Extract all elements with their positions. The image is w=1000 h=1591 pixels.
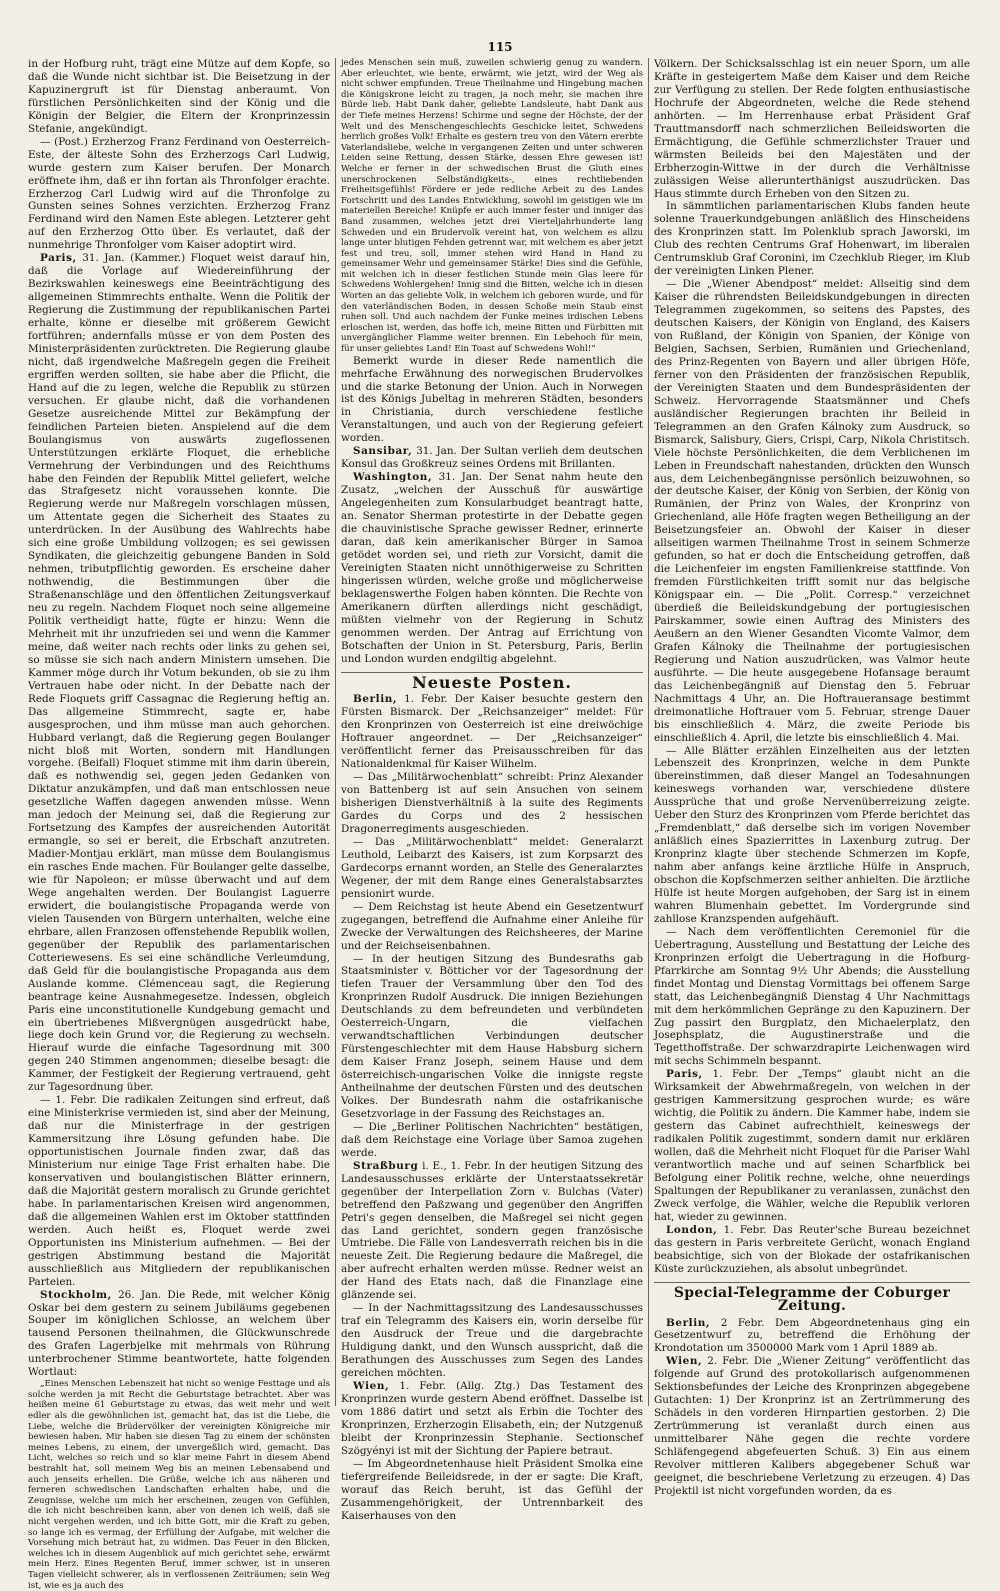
dispatch-text: 31. Jan. Der Sultan verlieh dem deutschen Konsul das Großkreuz seines Ordens mit Brillanten. [341,445,643,471]
dateline-place: Paris, [666,1068,703,1081]
dispatch-berlin [654,1317,970,1356]
dispatch-wien [341,1380,643,1458]
dispatch-paris [28,252,330,1094]
dispatch-sansibar [341,445,643,471]
dispatch-text: 26. Jan. Die Rede, mit welcher König Oskar bei dem gestern zu seinem Jubiläums gegebenen Souper im königlichen Schlosse, an welchem über tausend Personen theilnahmen, die Glückwunschrede des Grafen Lagerbjelke mit mehrmals von Rührung unterbrochener Stimme beantwortete, hatte folgenden Wortlaut: [28,1288,331,1379]
dateline-place: Straßburg [353,1159,419,1172]
dispatch-text: 2 Febr. Dem Abgeordnetenhaus ging ein Gesetzentwurf zu, betreffend die Erhöhung der Krondotation um 3500000 Mark vom 1 April 1889 ab. [654,1316,970,1355]
article-paragraph: in der Hofburg ruht, trägt eine Mütze auf dem Kopfe, so daß die Wunde nicht sichtbar ist. Die Beisetzung in der Kapuzinergruft ist für Dienstag anberaumt. Von fürstlichen Persönlichkeiten sind der König und die Königin der Belgier, die Eltern der Kronprinzessin Stefanie, angekündigt. [28,58,330,135]
dispatch-text: 2. Febr. Die „Wiener Zeitung“ veröffentlicht das folgende auf Grund des protokollarisch aufgenommenen Sektionsbefundes der Leiche des Kronprinzen abgegebene Gutachten: 1) Der Kronprinz ist an Zertrümmerung des Schädels in den vorderen Hirnpartien gestorben. 2) Die Zertrümmerung ist veranlaßt durch einen aus unmittelbarer Nähe gegen die rechte vordere Schläfengegend abgefeuerten Schuß. 3) Ein aus einem Revolver mittleren Kalibers abgegebener Schuß war geeignet, die beschriebene Verletzung zu erzeugen. 4) Das Projektil ist nicht vorgefunden worden, da es [654,1355,970,1497]
dispatch-text: 1. Febr. Der Kaiser besuchte gestern den Fürsten Bismarck. Der „Reichsanzeiger“ meldet: Für den Kronprinzen von Oesterreich ist eine dreiwöchige Hoftrauer angeordnet. — Der „Reichsanzeiger“ veröffentlicht ferner das Preisausschreiben für das Nationaldenkmal für Kaiser Wilhelm. [341,693,643,771]
column-rule-right [648,58,649,1406]
dispatch-text: 1. Febr. (Allg. Ztg.) Das Testament des Kronprinzen wurde gestern Abend eröffnet. Dasselbe ist vom 1886 datirt und setzt als Erbin die Tochter des Kronprinzen, Erzherzogin Elisabeth, ein; der Nutzgenuß bleibt der Kronprinzessin Stephanie. Sectionschef Szögyényi ist mit der Sichtung der Papiere betraut. [341,1379,643,1457]
dispatch-text: Floquet weist darauf hin, daß die Vorlage auf Wiedereinführung der Bezirkswahlen keineswegs eine Beeinträchtigung des allgemeinen Stimmrechts enthalte. Wenn die Politik der Regierung die Zustimmung der republikanischen Partei erhalte, könne er dieselbe mit größerem Gewicht fortführen; andernfalls müsse er von dem Posten des Ministerpräsidenten zurücktreten. Die Regierung glaube nicht, daß irgendwelche Maßregeln gegen die Freiheit ergriffen werden sollten, sie habe aber die Pflicht, die Hand auf die zu legen, welche die Republik zu stürzen versuchen. Er glaube nicht, daß die vorhandenen Gesetze ausreichende Mittel zur Bekämpfung der feindlichen Parteien bieten. Anspielend auf die dem Boulangismus von auswärts zugeflossenen Unterstützungen erklärte Floquet, die erhebliche Vermehrung der Verbindungen und des Reichthums habe den Feinden der Republik Mittel geliefert, welche das Strafgesetz nicht voraussehen konnte. Die Regierung werde nur Maßregeln vorschlagen müssen, um Attentate gegen die Sicherheit des Staates zu unterdrücken. In der Ausübung des Wahlrechts habe sich eine große Umbildung vollzogen; es sei gewissen Syndikaten, die gleichzeitig gebungene Banden in Sold nehmen, tributpflichtig geworden. Es erscheine daher nothwendig, die Bestimmungen über die Straßenanschläge und den öffentlichen Zeitungsverkauf neu zu regeln. Nachdem Floquet noch seine allgemeine Politik vertheidigt hatte, fügte er hinzu: Wenn die Mehrheit mit ihr unzufrieden sei und wenn die Kammer meine, daß weiter nach rechts oder links zu gehen sei, so müsse sie sich nach andern Ministern umsehen. Die Kammer möge durch ihr Votum bekunden, ob sie zu ihm Vertrauen habe oder nicht. In der Debatte nach der Rede Floquets griff Cassagnac die Regierung heftig an. Das allgemeine Stimmrecht, sagte er, habe ausgesprochen, und ihm müsse man auch gehorchen. Hubbard verlangt, daß die Regierung gegen Boulanger nicht bloß mit Worten, sondern mit Handlungen vorgehe. (Beifall) Floquet stimme mit ihm darin überein, daß es nothwendig sei, gegen jeden Gedanken von Diktatur anzukämpfen, und daß man entschlossen neue gesetzliche Waffen dagegen anwenden müsse. Wenn man jedoch der Meinung sei, daß die Regierung zur Fortsetzung des Kampfes der ausreichenden Autorität ermangle, so sei er bereit, die Erbschaft anzutreten. Madier-Montjau erklärt, man müsse dem Boulangismus ein rasches Ende machen. Für Boulanger gelte dasselbe, wie für Napoleon; er müsse überwacht und auf dem Wege angehalten werden. Der Boulangist Laguerre erwidert, die boulangistische Propaganda werde von vielen Tausenden von Bürgern unterhalten, welche eine ehrbare, allen Franzosen offenstehende Republik wollen, gegenüber der Republik des parlamentarischen Cotteriewesens. Es sei eine schändliche Verleumdung, daß Geld für die boulangistische Propaganda aus dem Auslande komme. Clémenceau sagt, die Regierung beantrage keine Ausnahmegesetze. Indessen, obgleich Paris eine unconstitutionelle Kundgebung gemacht und ein übertriebenes Mißvergnügen ausgedrückt habe, liege doch kein Grund vor, die Regierung zu wechseln. Hierauf wurde die einfache Tagesordnung mit 300 gegen 240 Stimmen angenommen; dieselbe besagt: die Kammer, der Festigkeit der Regierung vertrauend, geht zur Tagesordnung über. [28,252,330,1094]
dispatch-wien [654,1355,970,1497]
dispatch-text: 31. Jan. Der Senat nahm heute den Zusatz, „welchen der Ausschuß für auswärtige Angelegenheiten zum Konsularbudget beantragt hatte, an. Senator Sherman protestirte in der Debatte gegen die chauvinistische Sprache gewisser Redner, erinnerte daran, daß kein amerikanischer Bürger in Samoa getödet worden sei, und rieth zur Vorsicht, damit die Vereinigten Staaten nicht unnöthigerweise zu Schritten hingerissen würden, welche große und möglicherweise beklagenswerthe Folgen haben könnten. Die Rechte von Amerikanern dürften allerdings nicht geschädigt, müßten vielmehr von der Regierung in Schutz genommen werden. Der Antrag auf Errichtung von Botschaften der Union in St. Petersburg, Paris, Berlin und London wurden endgiltig abgelehnt. [341,471,643,665]
article-paragraph: — Das „Militärwochenblatt“ meldet: Generalarzt Leuthold, Leibarzt des Kaisers, ist zum Korpsarzt des Gardecorps ernannt worden, an Stelle des Generalarztes Wegener, der mit dem Range eines Generalstabsarztes pensionirt wurde. [341,835,643,900]
dispatch-berlin [341,693,643,771]
article-paragraph: Völkern. Der Schicksalsschlag ist ein neuer Sporn, um alle Kräfte in gesteigertem Maße dem Kaiser und dem Reiche zur Verfügung zu stellen. Der Rede folgten enthusiastische Hochrufe der Abgeordneten, welche die Rede stehend anhörten. — Im Herrenhause erbat Präsident Graf Trauttmansdorff nach schmerzlichen Beileidsworten die Ermächtigung, die Gefühle schmerzlichster Trauer und wärmsten Beileids bei den Majestäten und der Erbherzogin-Wittwe in der durch die Verhältnisse zulässigen Weise allerunterthänigst auszudrücken. Das Haus stimmte durch Erheben von den Sitzen zu. [654,58,970,200]
dispatch-paris [654,1068,970,1223]
section-heading: Special-Telegramme der Coburger Zeitung. [673,1284,951,1314]
dispatch-strassburg [341,1160,643,1302]
section-heading: Neueste Posten. [412,672,572,692]
article-paragraph: — Nach dem veröffentlichten Ceremoniel für die Uebertragung, Ausstellung und Bestattung der Leiche des Kronprinzen erfolgt die Uebertragung in die Hofburg-Pfarrkirche am Sonntag 9½ Uhr Abends; die Ausstellung findet Montag und Dienstag Vormittags bei offenem Sarge statt, das Leichenbegängniß Dienstag 4 Uhr Nachmittags mit dem herkömmlichen Gepränge zu den Kapuzinern. Der Zug passirt den Burgplatz, den Michaelerplatz, den Josephsplatz, die Augustinerstraße und die Tegetthoffstraße. Der schwarzdrapirte Leichenwagen wird mit sechs Schimmeln bespannt. [654,925,970,1068]
article-paragraph: — Das „Militärwochenblatt“ schreibt: Prinz Alexander von Battenberg ist auf sein Ansuchen von seinem bisherigen Dienstverhältniß à la suite des Regiments Gardes du Corps und des 2 hessischen Dragonerregiments ausgeschieden. [341,771,643,835]
dispatch-stockholm [28,1289,330,1380]
dispatch-text: 1. Febr. Das Reuter'sche Bureau bezeichnet das gestern in Paris verbreitete Gerücht, wonach England beabsichtige, sich von der Blokade der ostafrikanischen Küste zurückzuziehen, als absolut unbegründet. [654,1223,970,1275]
article-paragraph: — Die „Berliner Politischen Nachrichten“ bestätigen, daß dem Reichstage eine Vorlage über Samoa zugehen werde. [341,1120,643,1159]
section-divider [654,1282,970,1283]
article-paragraph: — Alle Blätter erzählen Einzelheiten aus der letzten Lebenszeit des Kronprinzen, welche in dem Punkte übereinstimmen, daß dieser Mangel an Todesahnungen keineswegs vorhanden war, verschiedene düstere Aussprüche that und große Nervenüberreizung zeigte. Ueber den Sturz des Kronprinzen vom Pferde berichtet das „Fremdenblatt,“ daß derselbe sich im vorigen November anläßlich eines Spazierrittes in Laxenburg zutrug. Der Kronprinz klagte über stechende Schmerzen im Kopfe, nahm aber anfangs keine ärztliche Hülfe in Anspruch, obschon die Kopfschmerzen seither anhielten. Die ärztliche Hülfe ist heute Morgen aufgehoben, der Sarg ist in einem wahren Blumenhain gebettet. Im Vordergrunde sind zahllose Kranzspenden aufgehäuft. [654,744,970,925]
dateline-place: Wien, [666,1355,703,1368]
dateline-place: Wien, [353,1379,390,1392]
dateline-date: 31. Jan. (Kammer.) [82,252,186,265]
dateline-place: London, [666,1223,718,1236]
quoted-speech: jedes Menschen sein muß, zuweilen schwierig genug zu wandern. Aber erleuchtet, wie bente, erwärmt, wie jetzt, wird der Weg als nicht schwer empfunden. Treue Theilnahme und Hingebung machen die Königskrone leicht zu tragen, ja noch mehr, sie machen ihre Bürde lieb. Habt Dank daher, geliebte Landsleute, habt Dank aus der Tiefe meines Herzens! Schirme und segne der Höchste, der der Welt und des Menschengeschlechts Geschicke leitet, Schwedens herrlich großes Volk! Erhalte es gestern treu von den Vätern ererbte Vaterlandsliebe, welche in vergangenen Zeiten und unter schweren Leiden seine Rettung, dessen Stärke, dessen Ehre gewesen ist! Welche er ferner in der schwedischen Brust die Gluth eines unerschrockenen Selbständigkeits-, eines rechtliebenden Freiheitsgefühls! Fördere er jede redliche Arbeit zu des Landes Fortschritt und des Landes Entwicklung, sowohl im geistigen wie im materiellen Bereiche! Knüpfe er auch immer fester und inniger das Band zusammen, welches jetzt drei Vierteljahrhunderte lang Schweden und ein Brudervolk vereint hat, von welchem es allzu lange unter blutigen Fehden getrennt war, mit welchem es aber jetzt fest und treu, soll, immer stehen wird Hand in Hand zu gemeinsamer Wehr und gemeinsamer Stärke! Dies sind die Gefühle, mit welchen ich in dieser festlichen Stunde mein Glas leere für Schwedens Wohlergehen! Innig sind die Bitten, welche ich in diesen Worten an das geliebte Volk, in welchem ich geboren wurde, und für den vaterländischen Boden, in dessen Schoße mein Staub einst ruhen soll. Und auch nachdem der Funke meines irdischen Lebens erloschen ist, werden, das hoffe ich, meine Bitten und Fürbitten mit unvergänglicher Flamme weiter brennen. Ein Lebehoch für mein, für unser geliebtes Land! Ein Toast auf Schwedens Wohl!“ [341,58,643,355]
article-paragraph: — Dem Reichstag ist heute Abend ein Gesetzentwurf zugegangen, betreffend die Aufnahme einer Anleihe für Zwecke der Verwaltungen des Reichsheeres, der Marine und der Reichseisenbahnen. [341,900,643,952]
dispatch-london [654,1224,970,1276]
dateline-place: Washington, [353,471,433,484]
column-rule-left [335,58,336,1406]
article-paragraph: — In der heutigen Sitzung des Bundesraths gab Staatsminister v. Bötticher vor der Tagesordnung der tiefen Trauer der Versammlung über den Tod des Kronprinzen Rudolf Ausdruck. Die innigen Beziehungen Deutschlands zu dem befreundeten und verbündeten Oesterreich-Ungarn, die vielfachen verwandtschaftlichen Verbindungen deutscher Fürstengeschlechter mit dem Hause Habsburg sichern dem Kaiser Franz Joseph, seinem Hause und dem österreichisch-ungarischen Volke die innigste regste Antheilnahme der deutschen Fürsten und des deutschen Volkes. Der Bundesrath nahm die ostafrikanische Gesetzvorlage in der Fassung des Reichstages an. [341,952,643,1120]
dateline-place: Sansibar, [353,445,413,458]
page-number: 115 [487,40,513,54]
article-paragraph: — Im Abgeordnetenhause hielt Präsident Smolka eine tiefergreifende Beileidsrede, in der er sagte: Die Kraft, worauf das Reich beruht, ist das Gefühl der Zusammengehörigkeit, der Untrennbarkeit des Kaiserhauses von den [341,1457,643,1522]
article-paragraph: Bemerkt wurde in dieser Rede namentlich die mehrfache Erwähnung des norwegischen Brudervolkes und die starke Betonung der Union. Auch in Norwegen ist des Königs Jubeltag in mehreren Städten, besonders in Christiania, durch verschiedene festliche Veranstaltungen, und auch von der Regierung gefeiert worden. [341,354,643,445]
dateline-place: Berlin, [666,1316,711,1329]
dispatch-washington [341,471,643,665]
article-paragraph: — Die „Wiener Abendpost“ meldet: Allseitig sind dem Kaiser die rührendsten Beileidskundgebungen in directen Telegrammen zugekommen, so seitens des Papstes, des deutschen Kaisers, der Königin von England, des Kaisers von Rußland, der Königin von Spanien, der Könige von Belgien, Sachsen, Serbien, Rumänien und Griechenland, des Prinz-Regenten von Bayern und aller übrigen Höfe, ferner von den Präsidenten der französischen Republik, der Vereinigten Staaten und dem Bundespräsidenten der Schweiz. Hervorragende Staatsmänner und Chefs ausländischer Regierungen brachten ihr Beileid in Telegrammen an den Grafen Kálnoky zum Ausdruck, so Bismarck, Salisbury, Giers, Crispi, Carp, Nikola Christitsch. Viele höchste Persönlichkeiten, die dem Verblichenen im Leben in Freundschaft nahestanden, drückten den Wunsch aus, dem Leichenbegängnisse persönlich beizuwohnen, so der deutsche Kaiser, der König von Serbien, der König von Rumänien, der Prinz von Wales, der Kronprinz von Griechenland, alle Höfe fragten wegen Betheiligung an der Beisetzungsfeier an. Obwohl der Kaiser in dieser allseitigen warmen Theilnahme Trost in seinem Schmerze gefunden, so hat er doch die Entscheidung getroffen, daß die Leichenfeier im engsten Familienkreise stattfinde. Von fremden Fürstlichkeiten trifft somit nur das belgische Königspaar ein. — Die „Polit. Corresp.“ verzeichnet überdieß die Beileidskundgebung der portugiesischen Pairskammer, sowie einen Auftrag des Ministers des Aeußern an den Wiener Gesandten Vicomte Valmor, dem Grafen Kálnoky die Theilnahme der portugiesischen Regierung und Nation auszudrücken, was Valmor heute ausführte. — Die heute ausgegebene Hofansage beraumt das Leichenbegängniß auf Dienstag den 5. Februar Nachmittags 4 Uhr, an. Die Hoftraueransage bestimmt dreimonatliche Hoftrauer vom 5. Februar, strenge Dauer bis einschließlich 4. März, die zweite Periode bis einschließlich 4. April, die letzte bis einschließlich 4. Mai. [654,278,970,744]
dateline-place: Berlin, [353,693,398,706]
column-left [28,58,331,1591]
dateline-place: Stockholm, [40,1288,112,1301]
article-paragraph: — (Post.) Erzherzog Franz Ferdinand von Oesterreich-Este, der älteste Sohn des Erzherzogs Carl Ludwig, wurde gestern zum Kaiser berufen. Der Monarch eröffnete ihm, daß er ihn fortan als Thronfolger erachte. Erzherzog Carl Ludwig wird auf die Thronfolge zu Gunsten seines Sohnes verzichten. Erzherzog Franz Ferdinand wird den Namen Este ablegen. Letzterer geht auf den Erzherzog Otto über. Es verlautet, daß der nunmehrige Thronfolger vom Kaiser adoptirt wird. [28,135,330,252]
dispatch-text: 1. Febr. Der „Temps“ glaubt nicht an die Wirksamkeit der Abwehrmaßregeln, von welchen in der gestrigen Kammersitzung gesprochen wurde; es wäre wichtig, die Politik zu ändern. Die Kammer habe, indem sie gestern das Cabinet aufrechthielt, keineswegs der radikalen Politik zugestimmt, sondern damit nur erklären wollen, daß die Mehrheit nicht Floquet für die Pariser Wahl verantwortlich mache und auf seinen Scharfblick bei Befolgung einer Politik rechne, welche, ohne neuerdings Spaltungen der Republikaner zu veranlassen, zunächst den Zweck verfolge, die Wähler, welche die Republik verloren hat, wieder zu gewinnen. [654,1068,970,1223]
column-middle [341,58,643,1522]
article-paragraph: In sämmtlichen parlamentarischen Klubs fanden heute solenne Trauerkundgebungen anläßlich des Hinscheidens des Kronprinzen statt. Im Polenklub sprach Jaworski, im Club des rechten Centrums Graf Hohenwart, im liberalen Centrumsklub Graf Coronini, im Czechklub Rieger, im Klub der vereinigten Linken Plener. [654,200,970,278]
article-paragraph: — 1. Febr. Die radikalen Zeitungen sind erfreut, daß eine Ministerkrise vermieden ist, sind aber der Meinung, daß nur die Ministerfrage in der gestrigen Kammersitzung ihre Lösung gefunden habe. Die opportunistischen Journale finden zwar, daß das Ministerium nur einige Tage Frist erhalten habe. Die konservativen und boulangistischen Blätter erinnern, daß die Majorität gestern moralisch zu Grunde gerichtet habe. In parlamentarischen Kreisen wird angenommen, daß die allgemeinen Wahlen erst im Oktober stattfinden werden. Auch heißt es, Floquet werde zwei Opportunisten ins Ministerium aufnehmen. — Bei der gestrigen Abstimmung bestand die Majorität ausschließlich aus Mitgliedern der republikanischen Parteien. [28,1094,330,1288]
column-right [654,58,970,1497]
dateline-place: Paris, [40,252,77,265]
quoted-speech: „Eines Menschen Lebenszeit hat nicht so wenige Festtage und als solche werden ja mit Recht die Geburtstage betrachtet. Aber was heißen meine 61 Geburtstage zu etwas, das weit mehr und weit edler als die gewöhnlichen ist, gemacht hat, das ist die Liebe, die Liebe, welche die Brüdervölker der vereinigten Königreiche mir bewiesen haben. Mir haben sie diesen Tag zu einem der schönsten meines Lebens, zu einem, der unvergeßlich wird, gemacht. Das Licht, welches so reich und so klar meine Fahrt in diesem Abend bestrahlt hat, soll meinem Weg bis an meinen Lebensabend und auch jenseits erhellen. Die Grüße, welche ich aus näheren und ferneren schwedischen Landschaften erhalten habe, und die Zeugnisse, welche um mich her erscheinen, zeugen von Gefühlen, die ich nicht beschreiben kann, aber von denen ich weiß, daß sie nicht vergehen werden, und ich bitte Gott, mir die Kraft zu geben, so lange ich es vermag, der Erfüllung der Aufgabe, mit welcher die Vorsehung mich betraut hat, zu widmen. Das Feuer in den Blicken, welches ich in diesem Augenblick auf mich gerichtet sehe, erwärmt mein Herz. Eines Regenten Beruf, immer schwer, ist in unseren Tagen vielleicht schwerer, als in verflossenen Zeiträumen; sein Weg ist, wie es ja auch des [28,1379,330,1591]
article-paragraph: — In der Nachmittagssitzung des Landesausschusses traf ein Telegramm des Kaisers ein, worin derselbe für den Ausdruck der Treue und die dargebrachte Huldigung dankt, und den Wunsch ausspricht, daß die Berathungen des Ausschusses zum Segen des Landes gereichen möchten. [341,1302,643,1380]
dispatch-text: i. E., 1. Febr. In der heutigen Sitzung des Landesausschusses erklärte der Unterstaatssekretär gegenüber der Interpellation Zorn v. Bulchas (Vater) betreffend den Paßzwang und gegenüber den Angriffen Petri's gegen denselben, die Maßregel sei nicht gegen das Land gerichtet, sondern gegen französische Umtriebe. Die Fälle von Landesverrath reichen bis in die neueste Zeit. Die Regierung bedaure die Maßregel, die aber aufrecht erhalten werden müsse. Redner weist an der Hand des Etats nach, daß die Finanzlage eine glänzende sei. [341,1159,643,1302]
